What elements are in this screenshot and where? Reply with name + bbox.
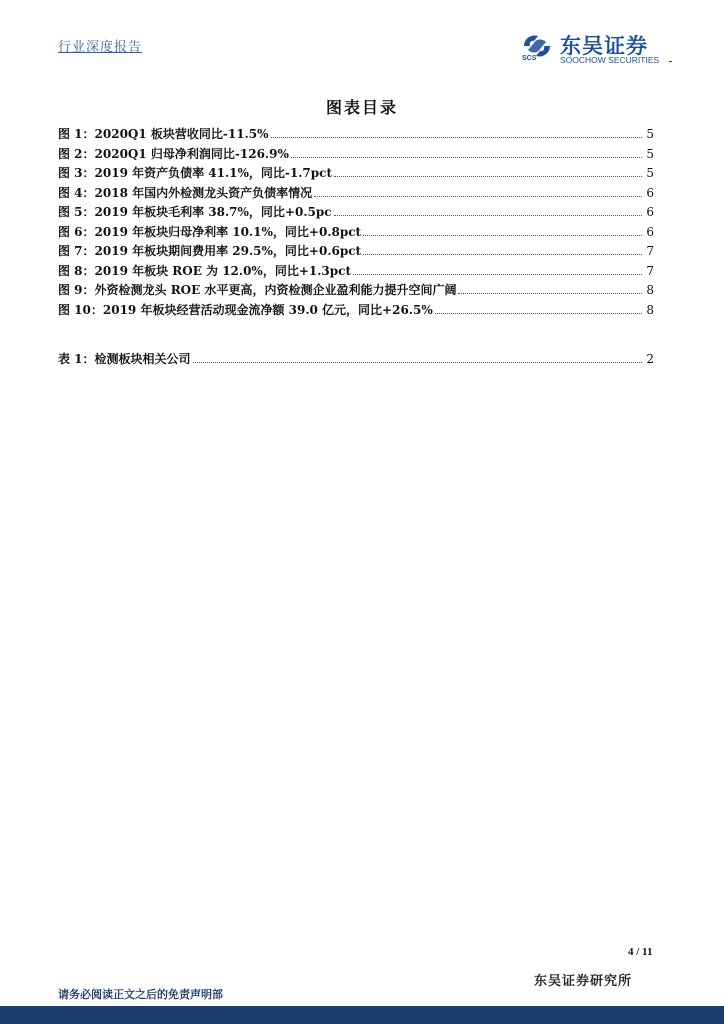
footer-bar bbox=[0, 1006, 724, 1024]
toc-entry-figure-3[interactable] bbox=[58, 164, 654, 184]
dot-leader bbox=[334, 175, 642, 177]
dot-leader bbox=[334, 214, 642, 216]
dot-leader bbox=[363, 234, 642, 236]
toc-entry-page: 8 bbox=[646, 302, 654, 317]
toc-entry-label: 图 4：2018 年国内外检测龙头资产负债率情况 bbox=[58, 185, 313, 200]
toc-entry-figure-4[interactable] bbox=[58, 184, 654, 204]
toc-entry-label: 图 2：2020Q1 归母净利润同比-126.9% bbox=[58, 146, 289, 161]
disclaimer-notice: 请务必阅读正文之后的免责声明部 bbox=[58, 988, 223, 1001]
toc-entry-label: 图 9：外资检测龙头 ROE 水平更高，内资检测企业盈利能力提升空间广阔 bbox=[58, 283, 457, 297]
toc-entry-figure-5[interactable] bbox=[58, 203, 654, 223]
logo-name-cn: 东吴证券 bbox=[560, 34, 648, 58]
toc-title: 图表目录 bbox=[325, 98, 398, 117]
toc-entry-page: 6 bbox=[646, 205, 654, 219]
dot-leader bbox=[291, 156, 642, 158]
logo-abbrev: SCS bbox=[522, 55, 537, 62]
toc-entry-page: 6 bbox=[646, 224, 654, 239]
dot-leader bbox=[353, 273, 642, 275]
toc-entry-figure-9[interactable] bbox=[58, 281, 654, 301]
toc-entry-label: 图 1：2020Q1 板块营收同比-11.5% bbox=[58, 127, 269, 141]
logo-name-en: SOOCHOW SECURITIES bbox=[560, 55, 660, 65]
toc-entry-figure-2[interactable] bbox=[58, 145, 654, 165]
figure-list bbox=[58, 125, 654, 320]
report-type-label: 行业深度报告 bbox=[58, 40, 143, 55]
company-logo bbox=[520, 30, 670, 66]
dot-leader bbox=[314, 195, 642, 197]
toc-entry-label: 图 8：2019 年板块 ROE 为 12.0%，同比+1.3pct bbox=[58, 263, 352, 278]
institute-name: 东吴证券研究所 bbox=[534, 974, 633, 989]
toc-entry-figure-10[interactable] bbox=[58, 301, 654, 321]
table-list bbox=[58, 350, 654, 370]
page-number: 4 / 11 bbox=[628, 946, 653, 958]
dot-leader bbox=[458, 292, 642, 294]
toc-entry-label: 表 1：检测板块相关公司 bbox=[58, 352, 191, 366]
toc-entry-page: 8 bbox=[646, 283, 654, 297]
toc-entry-page: 5 bbox=[646, 166, 654, 180]
toc-entry-label: 图 3：2019 年资产负债率 41.1%，同比-1.7pct bbox=[58, 166, 333, 180]
toc-entry-label: 图 5：2019 年板块毛利率 38.7%，同比+0.5pc bbox=[58, 205, 332, 219]
dot-leader bbox=[193, 361, 642, 363]
dot-leader bbox=[271, 136, 642, 138]
toc-entry-page: 5 bbox=[646, 127, 654, 141]
dot-leader bbox=[435, 312, 642, 314]
toc-entry-page: 7 bbox=[646, 263, 654, 278]
toc-entry-label: 图 6：2019 年板块归母净利率 10.1%，同比+0.8pct bbox=[58, 224, 362, 239]
toc-entry-page: 2 bbox=[646, 352, 654, 366]
toc-entry-page: 7 bbox=[646, 244, 654, 258]
toc-entry-figure-1[interactable] bbox=[58, 125, 654, 145]
toc-entry-page: 6 bbox=[646, 185, 654, 200]
toc-entry-table-1[interactable] bbox=[58, 350, 654, 370]
toc-entry-label: 图 10：2019 年板块经营活动现金流净额 39.0 亿元，同比+26.5% bbox=[58, 302, 433, 317]
toc-entry-label: 图 7：2019 年板块期间费用率 29.5%，同比+0.6pct bbox=[58, 244, 362, 258]
toc-entry-figure-7[interactable] bbox=[58, 242, 654, 262]
dot-leader bbox=[363, 253, 642, 255]
header-divider bbox=[669, 61, 672, 62]
toc-entry-figure-6[interactable] bbox=[58, 223, 654, 243]
toc-entry-figure-8[interactable] bbox=[58, 262, 654, 282]
toc-entry-page: 5 bbox=[646, 146, 654, 161]
